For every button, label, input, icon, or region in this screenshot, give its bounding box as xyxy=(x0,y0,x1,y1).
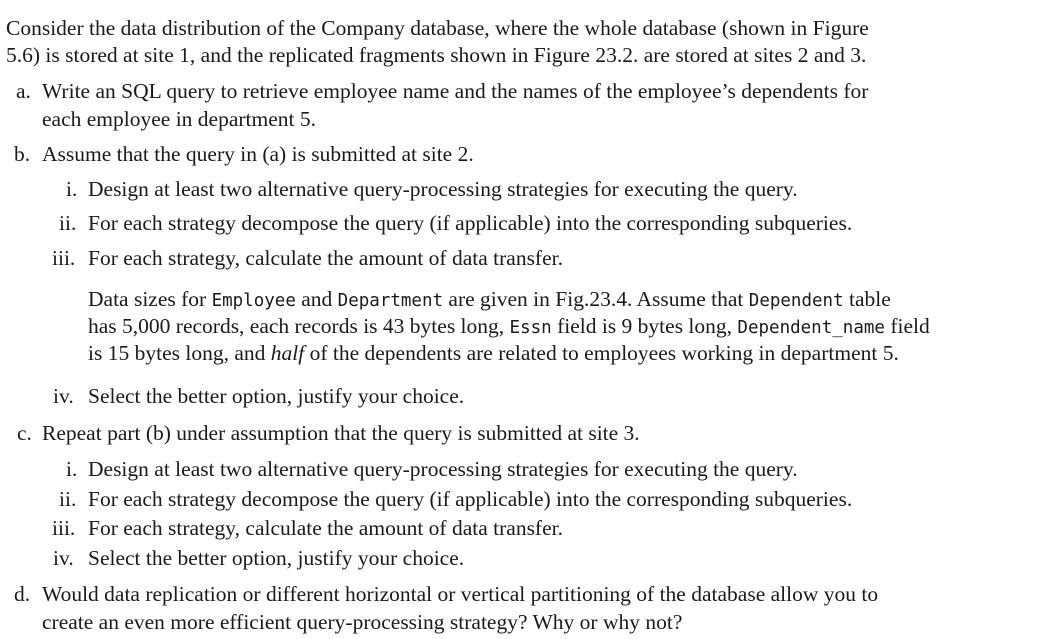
note-line-2 xyxy=(88,313,930,341)
note-text: Data sizes for xyxy=(88,287,212,311)
note-text: has 5,000 records, each records is 43 bytes long, xyxy=(88,314,510,338)
part-a-marker: a. xyxy=(16,79,31,103)
part-c-item-3-marker: iii. xyxy=(52,516,76,540)
part-c-item-2-text: For each strategy decompose the query (if applicable) into the corresponding subqueries. xyxy=(88,487,853,511)
part-b-item-1-marker: i. xyxy=(66,177,78,201)
part-a-line-2: each employee in department 5. xyxy=(42,107,317,131)
part-b-item-4-text: Select the better option, justify your choice. xyxy=(88,384,465,408)
note-text: field xyxy=(884,314,930,338)
part-b-item-1-text: Design at least two alternative query-processing strategies for executing the query. xyxy=(88,177,798,201)
intro-line-2: 5.6) is stored at site 1, and the replicated fragments shown in Figure 23.2. are stored at sites 2 and 3. xyxy=(6,43,867,67)
note-text: field is 9 bytes long, xyxy=(551,314,738,338)
note-line-1 xyxy=(88,286,891,314)
part-b-item-3-text: For each strategy, calculate the amount of data transfer. xyxy=(88,246,563,270)
part-c-marker: c. xyxy=(17,421,32,445)
note-text: of the dependents are related to employees working in department 5. xyxy=(304,341,899,365)
intro-line-1: Consider the data distribution of the Company database, where the whole database (shown in Figure xyxy=(6,16,869,40)
part-b-item-2-marker: ii. xyxy=(59,211,77,235)
field-name-essn: Essn xyxy=(509,318,552,338)
part-b-marker: b. xyxy=(14,142,31,166)
table-name-dependent: Dependent xyxy=(748,291,844,311)
part-d-marker: d. xyxy=(14,582,31,606)
part-d-line-1: Would data replication or different horizontal or vertical partitioning of the database allow you to xyxy=(42,582,879,606)
part-b-item-4-marker: iv. xyxy=(53,384,74,408)
part-a-line-1: Write an SQL query to retrieve employee name and the names of the employee’s dependents for xyxy=(42,79,869,103)
table-name-employee: Employee xyxy=(211,291,296,311)
part-d-line-2: create an even more efficient query-processing strategy? Why or why not? xyxy=(42,610,683,634)
part-c-text: Repeat part (b) under assumption that the query is submitted at site 3. xyxy=(42,421,640,445)
part-b-item-2-text: For each strategy decompose the query (if applicable) into the corresponding subqueries. xyxy=(88,211,853,235)
part-c-item-3-text: For each strategy, calculate the amount of data transfer. xyxy=(88,516,563,540)
emphasis-half: half xyxy=(270,341,305,365)
note-text: are given in Fig.23.4. Assume that xyxy=(443,287,749,311)
table-name-department: Department xyxy=(337,291,444,311)
note-text: is 15 bytes long, and xyxy=(88,341,271,365)
part-c-item-4-marker: iv. xyxy=(53,546,74,570)
part-b-text: Assume that the query in (a) is submitted at site 2. xyxy=(42,142,474,166)
note-line-3 xyxy=(88,340,899,366)
part-c-item-4-text: Select the better option, justify your choice. xyxy=(88,546,465,570)
part-c-item-2-marker: ii. xyxy=(59,487,77,511)
field-name-dependent-name: Dependent_name xyxy=(737,318,885,338)
part-b-item-3-marker: iii. xyxy=(52,246,76,270)
note-text: table xyxy=(843,287,891,311)
note-text: and xyxy=(295,287,338,311)
part-c-item-1-text: Design at least two alternative query-processing strategies for executing the query. xyxy=(88,457,798,481)
part-c-item-1-marker: i. xyxy=(66,457,78,481)
